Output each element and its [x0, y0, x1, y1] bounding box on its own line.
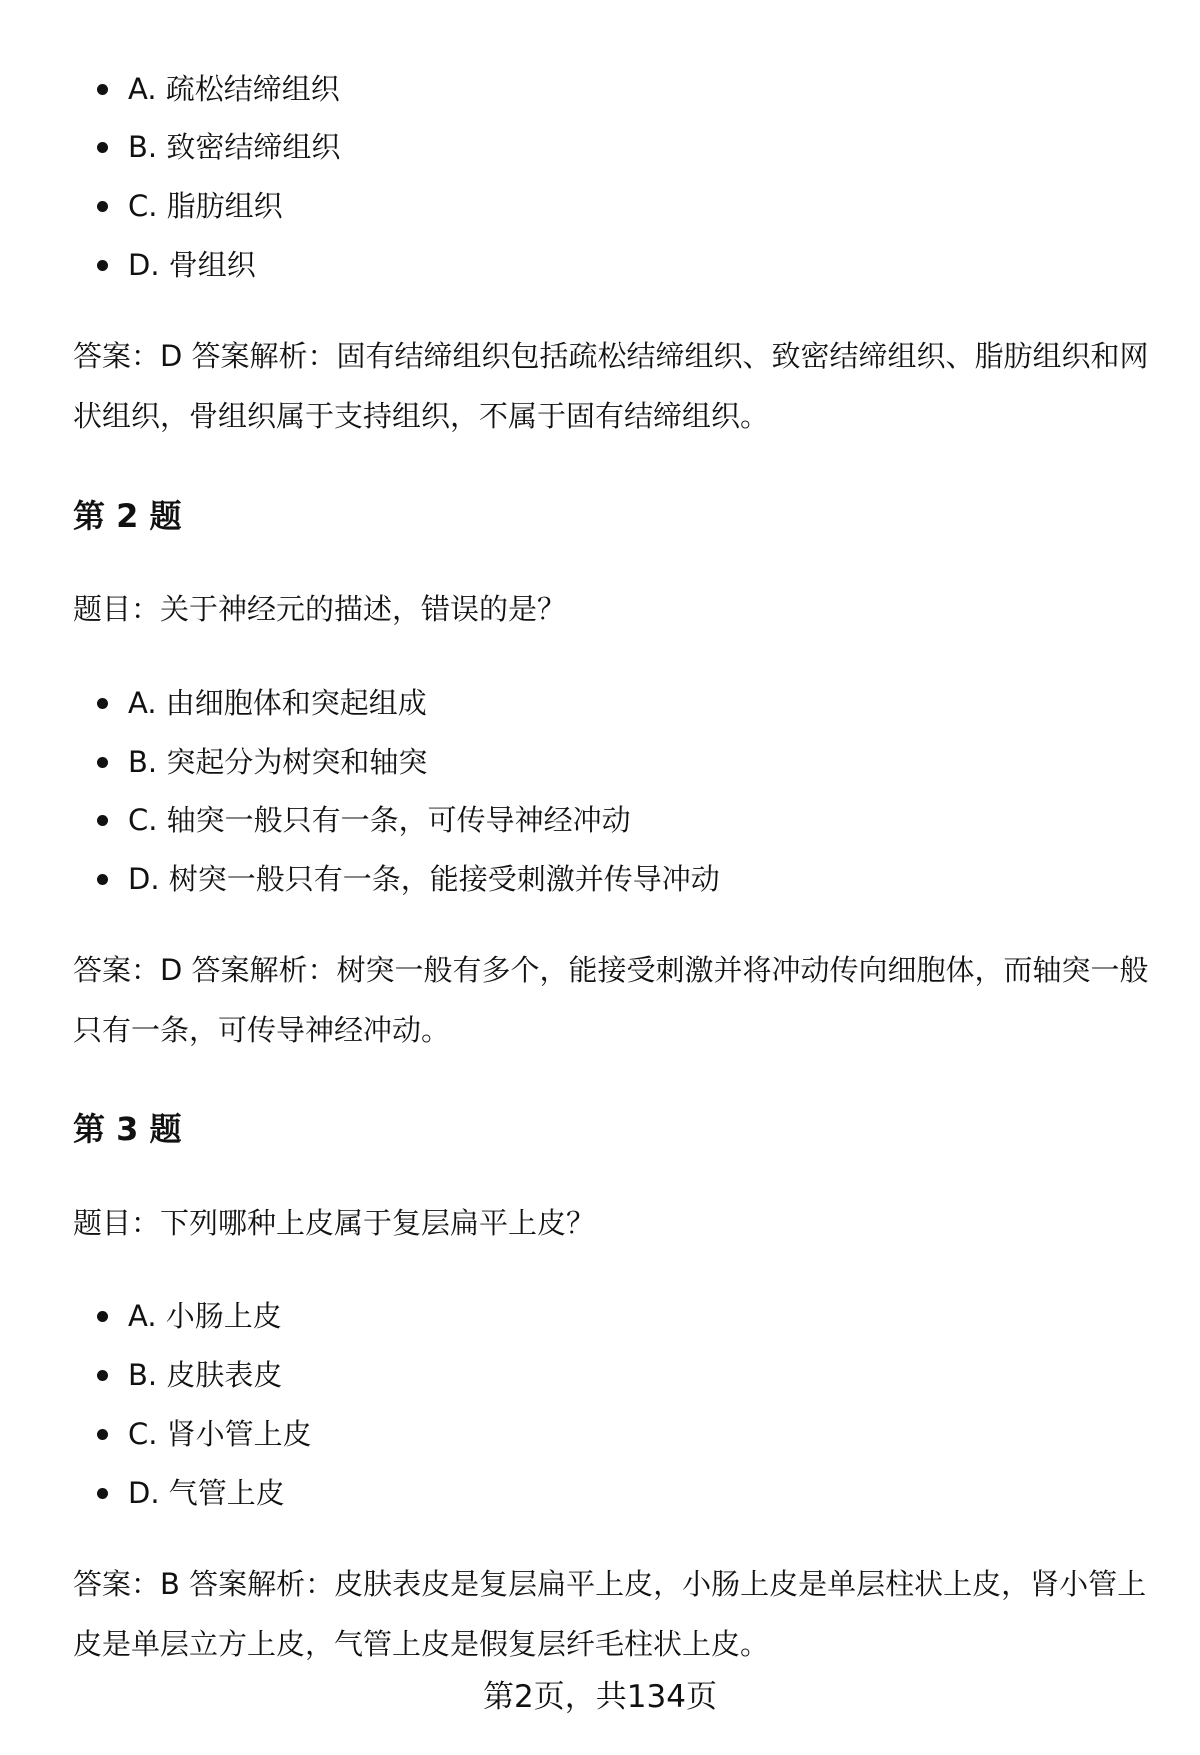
- bullet-icon: [97, 874, 108, 885]
- option-text: B. 突起分为树突和轴突: [128, 745, 428, 779]
- q2-answer: 答案：D 答案解析：树突一般有多个，能接受刺激并将冲动传向细胞体，而轴突一般只有一条，可传导神经冲动。: [73, 953, 1149, 1047]
- bullet-icon: [97, 142, 108, 153]
- q1-answer: 答案：D 答案解析：固有结缔组织包括疏松结缔组织、致密结缔组织、脂肪组织和网状组织，骨组织属于支持组织，不属于固有结缔组织。: [73, 339, 1149, 433]
- q2-heading: 第 2 题: [73, 497, 182, 535]
- bullet-icon: [97, 201, 108, 212]
- q2-question: 题目：关于神经元的描述，错误的是？: [73, 592, 567, 626]
- page-number: 第2页，共134页: [483, 1679, 717, 1715]
- bullet-icon: [97, 698, 108, 709]
- option-text: C. 肾小管上皮: [128, 1417, 312, 1451]
- option-text: C. 脂肪组织: [128, 189, 283, 223]
- option-text: A. 小肠上皮: [128, 1299, 282, 1333]
- option-text: B. 致密结缔组织: [128, 130, 341, 164]
- option-text: D. 树突一般只有一条，能接受刺激并传导冲动: [128, 862, 720, 896]
- bullet-icon: [97, 1311, 108, 1322]
- option-text: B. 皮肤表皮: [128, 1358, 283, 1392]
- bullet-icon: [97, 84, 108, 95]
- bullet-icon: [97, 757, 108, 768]
- option-text: D. 骨组织: [128, 248, 256, 282]
- option-text: A. 由细胞体和突起组成: [128, 686, 427, 720]
- q3-question: 题目：下列哪种上皮属于复层扁平上皮？: [73, 1206, 596, 1240]
- bullet-icon: [97, 260, 108, 271]
- option-text: D. 气管上皮: [128, 1476, 285, 1510]
- bullet-icon: [97, 1488, 108, 1499]
- option-text: C. 轴突一般只有一条，可传导神经冲动: [128, 803, 631, 837]
- q3-answer: 答案：B 答案解析：皮肤表皮是复层扁平上皮，小肠上皮是单层柱状上皮，肾小管上皮是单层立方上皮，气管上皮是假复层纤毛柱状上皮。: [73, 1567, 1147, 1661]
- q3-heading: 第 3 题: [73, 1110, 182, 1148]
- bullet-icon: [97, 815, 108, 826]
- bullet-icon: [97, 1370, 108, 1381]
- option-text: A. 疏松结缔组织: [128, 72, 340, 106]
- bullet-icon: [97, 1429, 108, 1440]
